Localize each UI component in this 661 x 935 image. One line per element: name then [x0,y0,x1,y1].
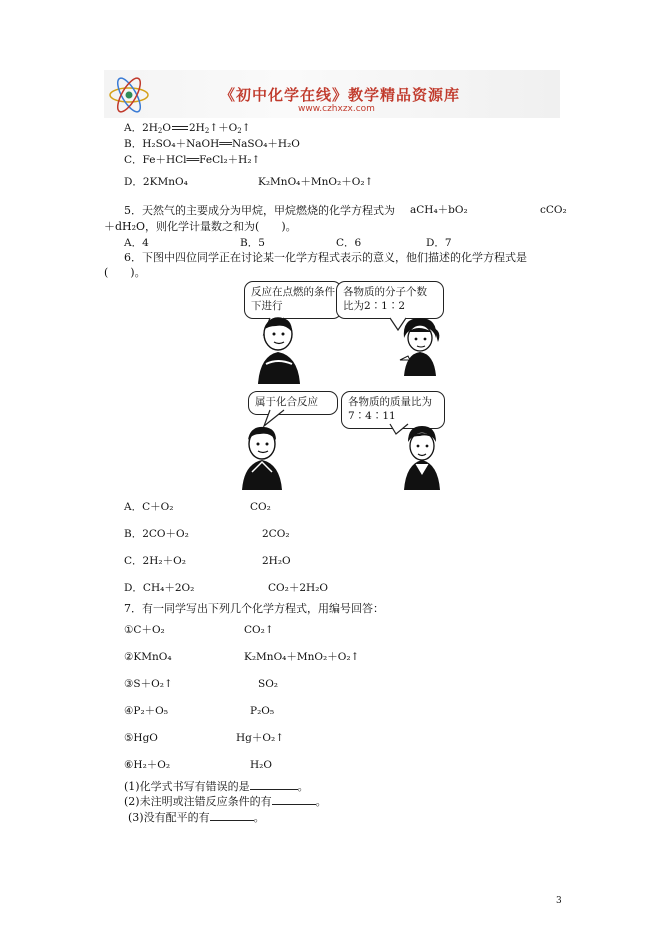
q6-option-d-left: D．CH₄＋2O₂ [124,582,195,594]
q6-option-b-right: 2CO₂ [262,528,290,540]
q4-option-d-left: D．2KMnO₄ [124,176,188,188]
q7-sub2: (2)未注明或注错反应条件的有 。 [124,795,327,808]
q7-sub3: (3)没有配平的有 。 [128,811,265,824]
q7-item-5-left: ⑤HgO [124,732,158,744]
q6-option-a-right: CO₂ [250,501,271,513]
q5-line1: 5．天然气的主要成分为甲烷，甲烷燃烧的化学方程式为 [124,204,395,217]
q5-eq-left: aCH₄＋bO₂ [410,204,468,216]
speech-bubble-4: 各物质的质量比为7∶4∶11 [341,391,445,429]
q7-item-6-right: H₂O [250,759,272,771]
q5-eq-right: cCO₂ [540,204,567,216]
atom-icon [106,74,152,116]
q4-option-d-right: K₂MnO₄＋MnO₂＋O₂↑ [258,176,374,188]
q6-option-b-left: B．2CO＋O₂ [124,528,189,540]
q4-option-a: A．$2H_2O$ $2H_2↑+O_2↑$ [124,122,251,135]
q6-option-c-left: C．2H₂＋O₂ [124,555,186,567]
speech-bubble-3: 属于化合反应 [248,391,338,415]
page-number: 3 [556,896,562,906]
q6-option-a-left: A．C＋O₂ [124,501,174,513]
speech-bubble-2: 各物质的分子个数比为2∶1∶2 [336,281,444,319]
student-boy-2-icon [236,424,286,490]
q7-item-3-right: SO₂ [258,678,279,690]
speech-bubble-1: 反应在点燃的条件下进行 [244,281,342,319]
q7-item-1-left: ①C＋O₂ [124,624,165,636]
q6-option-d-right: CO₂＋2H₂O [268,582,329,594]
q7-intro: 7．有一同学写出下列几个化学方程式，用编号回答： [124,602,384,615]
q5-option-d: D．7 [426,237,452,249]
q6-line2: ( )。 [104,266,146,279]
q5-option-c: C．6 [336,237,362,249]
q7-item-4-right: P₂O₅ [250,705,275,717]
student-girl-icon [398,316,442,376]
student-boy-1-icon [254,314,304,384]
q6-line1: 6．下图中四位同学正在讨论某一化学方程式表示的意义，他们描述的化学方程式是 [124,251,527,264]
banner-url: www.czhxzx.com [298,104,375,114]
q6-option-c-right: 2H₂O [262,555,291,567]
answer-blank-2[interactable] [272,794,316,805]
q7-item-5-right: Hg＋O₂↑ [236,732,284,744]
answer-blank-3[interactable] [210,810,254,821]
q7-item-4-left: ④P₂＋O₅ [124,705,169,717]
q7-item-3-left: ③S＋O₂↑ [124,678,173,690]
student-boy-3-icon [400,424,444,490]
answer-blank-1[interactable] [250,779,298,790]
q4-option-c: C．Fe＋HCl══FeCl₂＋H₂↑ [124,154,261,166]
banner-title: 《初中化学在线》教学精品资源库 [220,86,461,104]
q7-item-2-left: ②KMnO₄ [124,651,172,663]
q7-sub1: (1)化学式书写有错误的是 。 [124,780,309,793]
q7-item-2-right: K₂MnO₄＋MnO₂＋O₂↑ [244,651,360,663]
q5-option-b: B．5 [240,237,265,249]
q7-item-6-left: ⑥H₂＋O₂ [124,759,171,771]
q7-item-1-right: CO₂↑ [244,624,274,636]
q4-option-b: B．H₂SO₄＋NaOH══NaSO₄＋H₂O [124,138,300,150]
q5-option-a: A．4 [124,237,149,249]
q5-line2: ＋dH₂O，则化学计量数之和为( )。 [104,220,297,233]
